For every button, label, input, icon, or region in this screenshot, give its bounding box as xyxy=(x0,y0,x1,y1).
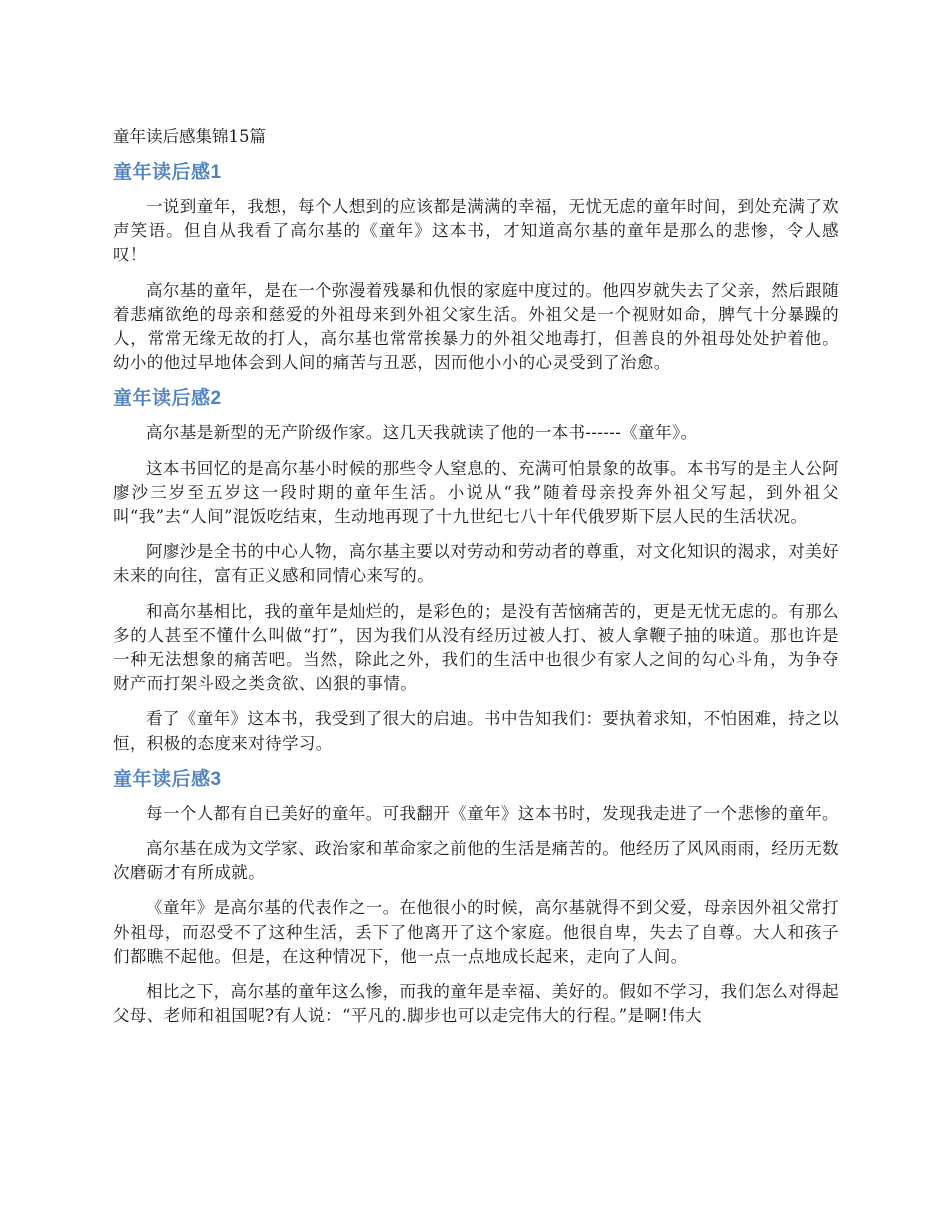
section-heading: 童年读后感1 xyxy=(113,162,222,183)
paragraph: 高尔基在成为文学家、政治家和革命家之前他的生活是痛苦的。他经历了风风雨雨，经历无数次磨砺才有所成就。 xyxy=(113,839,839,883)
section-heading: 童年读后感2 xyxy=(113,388,222,410)
section-heading: 童年读后感3 xyxy=(113,768,222,790)
document-title: 童年读后感集锦15篇 xyxy=(113,127,266,146)
section-3 xyxy=(113,767,839,1029)
section-2 xyxy=(113,386,839,755)
paragraph: 《童年》是高尔基的代表作之一。在他很小的时候，高尔基就得不到父爱，母亲因外祖父常打外祖母，而忍受不了这种生活，丢下了他离开了这个家庭。他很自卑，失去了自尊。大人和孩子们都瞧不起他。但是，在这种情况下，他一点一点地成长起来，走向了人间。 xyxy=(113,898,839,966)
section-1 xyxy=(113,160,839,375)
paragraph: 阿廖沙是全书的中心人物，高尔基主要以对劳动和劳动者的尊重，对文化知识的渴求，对美好未来的向往，富有正义感和同情心来写的。 xyxy=(113,542,839,586)
paragraph: 看了《童年》这本书，我受到了很大的启迪。书中告知我们：要执着求知，不怕困难，持之以恒，积极的态度来对待学习。 xyxy=(113,709,839,753)
paragraph: 高尔基的童年，是在一个弥漫着残暴和仇恨的家庭中度过的。他四岁就失去了父亲，然后跟随着悲痛欲绝的母亲和慈爱的外祖母来到外祖父家生活。外祖父是一个视财如命，脾气十分暴躁的人，常常无缘无故的打人，高尔基也常常挨暴力的外祖父地毒打，但善良的外祖母处处护着他。幼小的他过早地体会到人间的痛苦与丑恶，因而他小小的心灵受到了治愈。 xyxy=(113,280,839,373)
paragraph: 相比之下，高尔基的童年这么惨，而我的童年是幸福、美好的。假如不学习，我们怎么对得起父母、老师和祖国呢?有人说：“平凡的.脚步也可以走完伟大的行程。”是啊!伟大 xyxy=(113,982,839,1026)
paragraph: 每一个人都有自已美好的童年。可我翻开《童年》这本书时，发现我走进了一个悲惨的童年。 xyxy=(146,803,839,823)
paragraph: 高尔基是新型的无产阶级作家。这几天我就读了他的一本书------《童年》。 xyxy=(146,423,698,443)
document-page xyxy=(113,124,839,1039)
paragraph: 一说到童年，我想，每个人想到的应该都是满满的幸福，无忧无虑的童年时间，到处充满了欢声笑语。但自从我看了高尔基的《童年》这本书，才知道高尔基的童年是那么的悲惨，令人感叹！ xyxy=(113,197,839,265)
paragraph: 这本书回忆的是高尔基小时候的那些令人窒息的、充满可怕景象的故事。本书写的是主人公阿廖沙三岁至五岁这一段时期的童年生活。小说从“我”随着母亲投奔外祖父写起，到外祖父叫“我”去“人间”混饭吃结束，生动地再现了十九世纪七八十年代俄罗斯下层人民的生活状况。 xyxy=(113,458,839,527)
paragraph: 和高尔基相比，我的童年是灿烂的，是彩色的；是没有苦恼痛苦的，更是无忧无虑的。有那么多的人甚至不懂什么叫做“打”，因为我们从没有经历过被人打、被人拿鞭子抽的味道。那也许是一种无法想象的痛苦吧。当然，除此之外，我们的生活中也很少有家人之间的勾心斗角，为争夺财产而打架斗殴之类贪欲、凶狠的事情。 xyxy=(113,601,839,694)
